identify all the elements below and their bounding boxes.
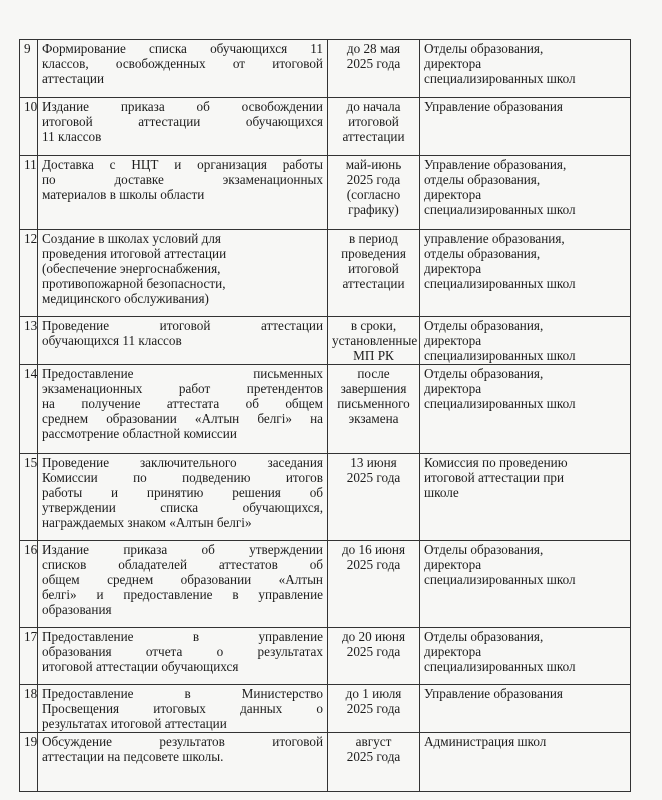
term-line: до 1 июля — [345, 686, 402, 701]
task-cell — [38, 685, 328, 733]
term-line: 2025 года — [346, 172, 401, 187]
task-line: награждаемых знаком «Алтын белгі» — [42, 515, 252, 530]
row-number: 10 — [20, 98, 38, 156]
task-line: итоговой аттестации обучающихся — [42, 114, 323, 129]
responsible-line: директора — [424, 557, 482, 572]
row-number: 19 — [20, 733, 38, 792]
task-line: обучающихся 11 классов — [42, 333, 182, 348]
term-cell — [328, 98, 420, 156]
row-number: 13 — [20, 317, 38, 365]
task-cell — [38, 454, 328, 541]
term-line: (согласно — [346, 187, 401, 202]
term-line: МП РК — [353, 348, 394, 363]
responsible-cell — [420, 156, 631, 230]
task-line: Предоставление в управление — [42, 629, 323, 644]
table-row — [20, 317, 631, 365]
task-cell — [38, 156, 328, 230]
row-number: 18 — [20, 685, 38, 733]
task-cell — [38, 733, 328, 792]
plan-table-body — [20, 40, 631, 792]
table-row — [20, 628, 631, 685]
responsible-line: специализированных школ — [424, 348, 576, 363]
row-number: 14 — [20, 365, 38, 454]
row-number: 16 — [20, 541, 38, 628]
term-cell — [328, 454, 420, 541]
task-line: образования — [42, 602, 112, 617]
plan-table — [19, 39, 631, 792]
row-number: 9 — [20, 40, 38, 98]
responsible-line: специализированных школ — [424, 396, 576, 411]
responsible-line: Управление образования, — [424, 157, 567, 172]
responsible-line: итоговой аттестации при — [424, 470, 565, 485]
task-line: Просвещения итоговых данных о — [42, 701, 323, 716]
task-line: итоговой аттестации обучающихся — [42, 659, 239, 674]
table-row — [20, 685, 631, 733]
term-line: графику) — [348, 202, 399, 217]
responsible-line: директора — [424, 333, 482, 348]
term-line: экзамена — [348, 411, 399, 426]
responsible-cell — [420, 685, 631, 733]
task-line: общем среднем образовании «Алтын — [42, 572, 323, 587]
term-line: аттестации — [342, 129, 405, 144]
task-line: среднем образовании «Алтын белгі» на — [42, 411, 323, 426]
responsible-line: специализированных школ — [424, 572, 576, 587]
term-line: август — [355, 734, 392, 749]
responsible-line: директора — [424, 644, 482, 659]
task-line: по доставке экзаменационных — [42, 172, 323, 187]
responsible-line: Отделы образования, — [424, 542, 544, 557]
task-cell — [38, 628, 328, 685]
term-cell — [328, 685, 420, 733]
task-cell — [38, 230, 328, 317]
term-line: 13 июня — [350, 455, 397, 470]
responsible-line: специализированных школ — [424, 202, 576, 217]
term-line: установленные — [332, 333, 418, 348]
term-line: аттестации — [342, 276, 405, 291]
responsible-line: специализированных школ — [424, 659, 576, 674]
responsible-line: директора — [424, 56, 482, 71]
table-row — [20, 40, 631, 98]
responsible-line: Администрация школ — [424, 734, 547, 749]
term-line: завершения — [340, 381, 407, 396]
term-cell — [328, 541, 420, 628]
responsible-cell — [420, 733, 631, 792]
term-line: письменного — [337, 396, 410, 411]
task-line: образования отчета о результатах — [42, 644, 323, 659]
task-line: 11 классов — [42, 129, 102, 144]
task-line: Издание приказа об освобождении — [42, 99, 323, 114]
task-line: классов, освобожденных от итоговой — [42, 56, 323, 71]
responsible-line: управление образования, — [424, 231, 565, 246]
task-line: рассмотрение областной комиссии — [42, 426, 237, 441]
task-line: утверждении списка обучающихся, — [42, 500, 323, 515]
responsible-line: отделы образования, — [424, 172, 541, 187]
row-number: 15 — [20, 454, 38, 541]
task-line: противопожарной безопасности, — [42, 276, 226, 291]
term-cell — [328, 230, 420, 317]
responsible-cell — [420, 365, 631, 454]
task-line: Формирование списка обучающихся 11 — [42, 41, 323, 56]
table-row — [20, 156, 631, 230]
task-line: проведения итоговой аттестации — [42, 246, 227, 261]
term-cell — [328, 40, 420, 98]
term-line: итоговой — [348, 114, 399, 129]
responsible-line: специализированных школ — [424, 71, 576, 86]
term-line: до 20 июня — [341, 629, 406, 644]
term-line: итоговой — [348, 261, 399, 276]
term-line: до 28 мая — [346, 41, 401, 56]
responsible-cell — [420, 541, 631, 628]
responsible-line: Управление образования — [424, 99, 563, 114]
term-line: 2025 года — [346, 701, 401, 716]
task-line: на получение аттестата об общем — [42, 396, 323, 411]
responsible-line: Отделы образования, — [424, 629, 544, 644]
responsible-line: Отделы образования, — [424, 318, 544, 333]
term-line: 2025 года — [346, 557, 401, 572]
task-cell — [38, 365, 328, 454]
task-line: Комиссии по подведению итогов — [42, 470, 323, 485]
term-cell — [328, 365, 420, 454]
task-line: списков обладателей аттестатов об — [42, 557, 323, 572]
term-line: 2025 года — [346, 56, 401, 71]
table-row — [20, 733, 631, 792]
task-cell — [38, 40, 328, 98]
term-line: май-июнь — [345, 157, 402, 172]
responsible-line: директора — [424, 381, 482, 396]
task-line: аттестации — [42, 71, 105, 86]
responsible-line: Комиссия по проведению — [424, 455, 568, 470]
term-line: до 16 июня — [341, 542, 406, 557]
responsible-cell — [420, 230, 631, 317]
responsible-cell — [420, 628, 631, 685]
table-row — [20, 541, 631, 628]
responsible-cell — [420, 98, 631, 156]
task-line: Доставка с НЦТ и организация работы — [42, 157, 323, 172]
responsible-cell — [420, 317, 631, 365]
term-line: в сроки, — [350, 318, 397, 333]
row-number: 11 — [20, 156, 38, 230]
task-line: экзаменационных работ претендентов — [42, 381, 323, 396]
task-line: аттестации на педсовете школы. — [42, 749, 224, 764]
term-cell — [328, 317, 420, 365]
responsible-line: специализированных школ — [424, 276, 576, 291]
responsible-line: отделы образования, — [424, 246, 541, 261]
term-line: до начала — [346, 99, 401, 114]
task-line: медицинского обслуживания) — [42, 291, 209, 306]
responsible-line: школе — [424, 485, 459, 500]
responsible-line: Отделы образования, — [424, 366, 544, 381]
task-line: Предоставление письменных — [42, 366, 323, 381]
term-cell — [328, 156, 420, 230]
term-line: после — [357, 366, 390, 381]
task-line: материалов в школы области — [42, 187, 205, 202]
responsible-cell — [420, 454, 631, 541]
task-line: Проведение итоговой аттестации — [42, 318, 323, 333]
term-line: проведения — [341, 246, 406, 261]
task-line: белгі» и предоставление в управление — [42, 587, 323, 602]
task-line: Предоставление в Министерство — [42, 686, 323, 701]
task-line: Издание приказа об утверждении — [42, 542, 323, 557]
responsible-line: директора — [424, 187, 482, 202]
task-line: Создание в школах условий для — [42, 231, 221, 246]
table-row — [20, 98, 631, 156]
term-line: 2025 года — [346, 644, 401, 659]
term-cell — [328, 733, 420, 792]
task-line: Обсуждение результатов итоговой — [42, 734, 323, 749]
responsible-line: Отделы образования, — [424, 41, 544, 56]
responsible-cell — [420, 40, 631, 98]
term-line: 2025 года — [346, 470, 401, 485]
row-number: 17 — [20, 628, 38, 685]
row-number: 12 — [20, 230, 38, 317]
term-cell — [328, 628, 420, 685]
responsible-line: директора — [424, 261, 482, 276]
task-cell — [38, 317, 328, 365]
term-line: 2025 года — [346, 749, 401, 764]
task-cell — [38, 98, 328, 156]
term-line: в период — [348, 231, 398, 246]
task-line: работы и принятию решения об — [42, 485, 323, 500]
task-line: результатах итоговой аттестации — [42, 716, 227, 731]
task-cell — [38, 541, 328, 628]
table-row — [20, 365, 631, 454]
responsible-line: Управление образования — [424, 686, 563, 701]
table-row — [20, 230, 631, 317]
task-line: Проведение заключительного заседания — [42, 455, 323, 470]
table-row — [20, 454, 631, 541]
task-line: (обеспечение энергоснабжения, — [42, 261, 221, 276]
